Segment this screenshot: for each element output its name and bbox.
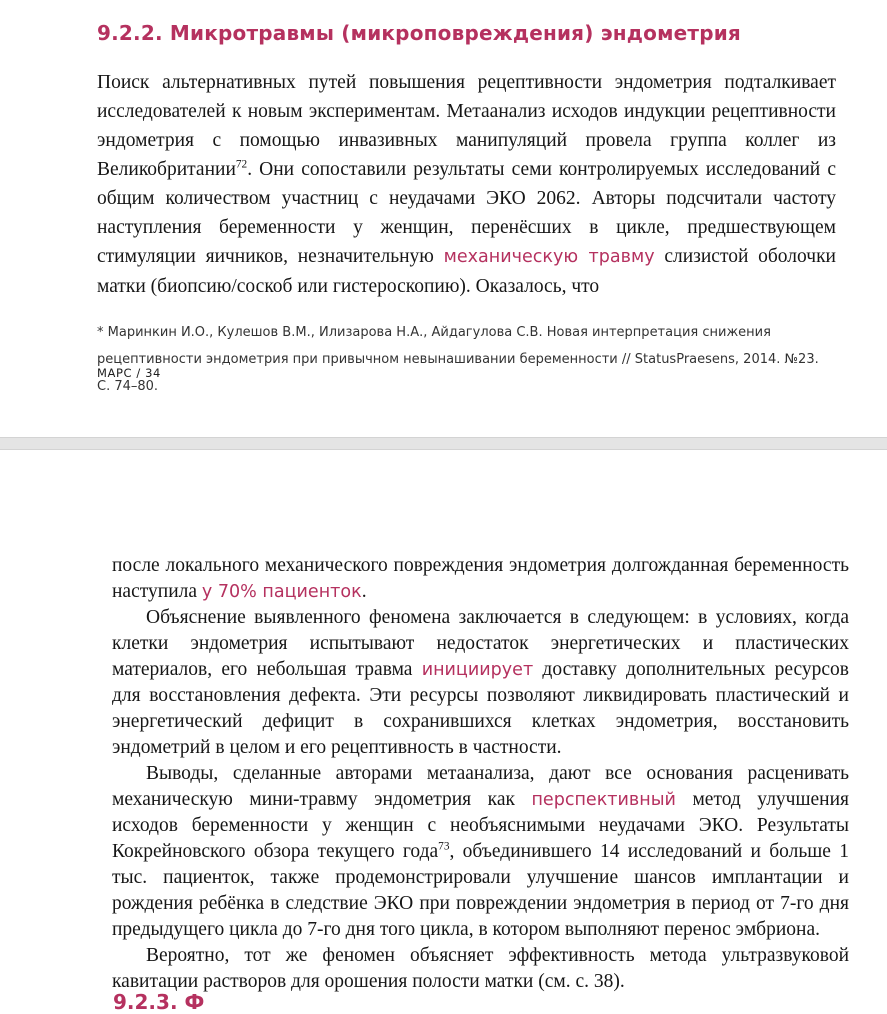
text-run: . Они сопоставили результаты семи контролируемых исследований с общим количеством участниц с неудачами ЭКО 2062. Авторы подсчитали частоту наступления беременности у женщин, перенёсших в цикле, предшествующем стимуляции яичников, незначительную [97,159,836,267]
conclusions-paragraph [112,761,849,943]
text-run: Выводы, сделанные авторами метаанализа, дают все основания расценивать механическую мини-травму эндометрия как [112,763,849,810]
explanation-paragraph [112,605,849,761]
highlight-70-percent-patients: у 70% пациенток [201,582,362,602]
footnote-citation: * Маринкин И.О., Кулешов В.М., Илизарова Н.А., Айдагулова С.В. Новая интерпретация снижения рецептивности эндометрия при привычном невынашивании беременности // StatusPraesens, 2014. №23. С. 74–80. [97,325,819,394]
text-run: . [361,581,367,602]
intro-paragraph [97,68,836,301]
continuation-paragraph [112,553,849,605]
page-2 [112,553,849,995]
section-heading-9-2-3-partial: 9.2.3. Ф [113,990,205,1014]
text-run: Объяснение выявленного феномена заключается в следующем: в условиях, когда клетки эндометрия испытывают недостаток энергетических и пластических материалов, его небольшая травма [112,607,849,680]
page-1 [97,21,836,400]
highlight-promising: перспективный [531,790,676,810]
footnote-ref-72: 72 [235,158,248,171]
running-footer-page-number: МАРС / 34 [97,366,161,380]
text-run: метод улучшения исходов беременности у женщин с необъяснимыми неудачами ЭКО. Результаты Кокрейновского обзора текущего года [112,789,850,862]
text-run: доставку дополнительных ресурсов для восстановления дефекта. Эти ресурсы позволяют ликвидировать пластический и энергетический дефицит в сохранившихся клетках эндометрия, восстановить эндометрий в целом и его рецептивность в частности. [112,659,849,758]
page-gap-divider [0,437,887,450]
text-run: Поиск альтернативных путей повышения рецептивности эндометрия подталкивает исследователей к новым экспериментам. Метаанализ исходов индукции рецептивности эндометрия с помощью инвазивных манипуляций провела группа коллег из Великобритании [97,72,836,180]
footnote-ref-73: 73 [438,840,450,853]
section-heading-9-2-2: 9.2.2. Микротравмы (микроповреждения) эндометрия [97,21,741,45]
text-run: слизистой оболочки матки (биопсию/соскоб или гистероскопию). Оказалось, что [97,246,836,297]
highlight-initiates: инициирует [421,660,534,680]
text-run: , объединившего 14 исследований и больше 1 тыс. пациенток, также продемонстрировали улучшение шансов имплантации и рождения ребёнка в следствие ЭКО при повреждении эндометрия в период от 7-го дня предыдущего цикла до 7-го дня того цикла, в котором выполняют перенос эмбриона. [112,841,850,940]
highlight-mechanical-trauma: механическую травму [443,247,655,267]
text-run: после локального механического повреждения эндометрия долгожданная беременность наступила [112,555,849,602]
cavitation-paragraph: Вероятно, тот же феномен объясняет эффективность метода ультразвуковой кавитации растворов для орошения полости матки (см. с. 38). [112,945,849,992]
